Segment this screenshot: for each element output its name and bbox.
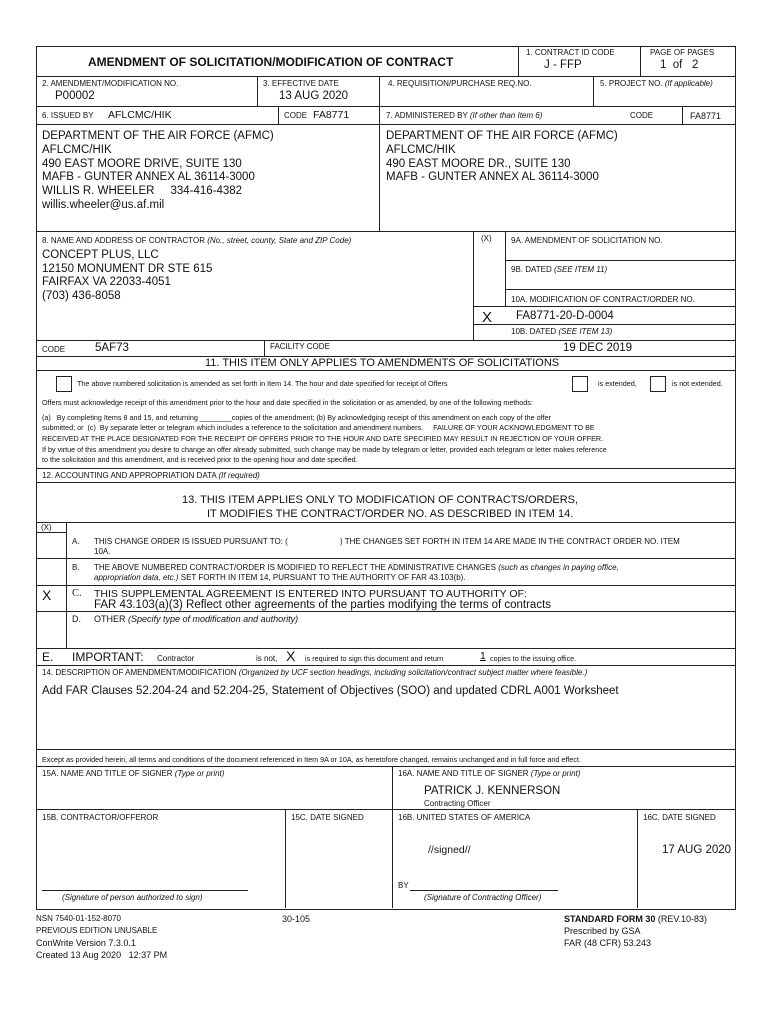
rule [278,106,279,124]
address-line: willis.wheeler@us.af.mil [42,198,165,211]
administered-by-label: 7. ADMINISTERED BY (If other than Item 6) [386,111,543,120]
footer-previous-edition: PREVIOUS EDITION UNUSABLE [36,926,158,935]
address-line: CONCEPT PLUS, LLC [42,249,159,261]
extended-checkbox[interactable] [572,376,588,392]
rule [518,46,519,76]
amendment-solicitation-label: 9A. AMENDMENT OF SOLICITATION NO. [511,236,663,245]
item13-c-text: THIS SUPPLEMENTAL AGREEMENT IS ENTERED INTO PURSUANT TO AUTHORITY OF: [94,588,527,600]
footer-far: FAR (48 CFR) 53.243 [564,938,652,948]
rule [637,809,638,908]
address-line: DEPARTMENT OF THE AIR FORCE (AFMC) [42,130,274,142]
item13-subtitle: IT MODIFIES THE CONTRACT/ORDER NO. AS DESCRIBED IN ITEM 14. [207,508,574,520]
item-e-required: is required to sign this document and return [305,654,444,663]
rule [473,231,474,340]
except-clause: Except as provided herein, all terms and conditions of the document referenced in Item 9A or 10A, as heretofore changed, remains unchanged and in full force and effect. [42,755,581,764]
address-line: 490 EAST MOORE DR., SUITE 130 [386,157,571,170]
item11-line: RECEIVED AT THE PLACE DESIGNATED FOR THE RECEIPT OF OFFERS PRIOR TO THE HOUR AND DATE SPECIFIED MAY RESULT IN REJECTION OF YOUR OFFER. [42,434,604,443]
contractor-offeror-label: 15B. CONTRACTOR/OFFEROR [42,813,159,822]
rule [36,106,735,107]
dated-10b-value: 19 DEC 2019 [563,342,633,354]
date-signed-16c-label: 16C. DATE SIGNED [643,813,716,822]
x-column-label: (X) [481,234,492,243]
item-e-copies: 1 [480,650,486,662]
item13-c-mark: X [42,587,52,603]
rule [36,611,735,612]
item13-c-authority: FAR 43.103(a)(3) Reflect other agreements of the parties modifying the terms of contracts [94,599,552,611]
requisition-label: 4. REQUISITION/PURCHASE REQ.NO. [388,79,532,88]
page-of-pages-value: 1 of 2 [660,59,699,71]
address-line: AFLCMC/HIK [42,143,112,156]
issued-by-address [42,130,274,213]
item13-d-letter: D. [72,614,81,624]
item13-a-text: THIS CHANGE ORDER IS ISSUED PURSUANT TO: ( [94,537,288,546]
amendment-no-value: P00002 [55,90,95,102]
modification-contract-value: FA8771-20-D-0004 [516,310,614,322]
administered-by-code: FA8771 [690,111,722,121]
page-of-pages-label: PAGE OF PAGES [650,48,715,57]
rule [36,558,735,559]
address-line: DEPARTMENT OF THE AIR FORCE (AFMC) [386,130,618,142]
item11-line: submitted; or (c) By separate letter or telegram which includes a reference to the solicitation and amendment numbers. FAILURE OF YOUR ACKNOWLEDGMENT TO BE [42,423,595,432]
item13-a-text: 10A. [94,547,111,556]
rule [264,340,265,356]
contract-id-code-value: J - FFP [544,59,582,71]
rule [593,76,594,106]
item13-b-text: appropriation data, etc.) SET FORTH IN ITEM 14, PURSUANT TO THE AUTHORITY OF FAR 43.103(b). [94,573,466,582]
item11-line: The above numbered solicitation is amended as set forth in Item 14. The hour and date specified for receipt of Offers [77,379,448,388]
footer-created: Created 13 Aug 2020 12:37 PM [36,950,168,960]
rule [473,306,735,307]
rule [36,76,735,77]
rule [66,522,67,648]
administered-by-code-label: CODE [630,111,654,120]
rule [36,585,735,586]
project-no-label: 5. PROJECT NO. (If applicable) [600,79,713,88]
rule [505,260,735,261]
address-line: AFLCMC/HIK [386,143,456,156]
item11-not-extended-label: is not extended. [672,379,723,388]
item11-extended-label: is extended, [598,379,637,388]
footer-conwrite: ConWrite Version 7.3.0.1 [36,938,136,948]
checkbox[interactable] [56,376,72,392]
rule [257,76,258,106]
signer-16a-label: 16A. NAME AND TITLE OF SIGNER (Type or print) [398,769,581,778]
modification-contract-mark: X [482,309,493,326]
item13-b-text: THE ABOVE NUMBERED CONTRACT/ORDER IS MODIFIED TO REFLECT THE ADMINISTRATIVE CHANGES (such as changes in paying office, [94,563,619,572]
rule [36,482,735,483]
item11-title: 11. THIS ITEM ONLY APPLIES TO AMENDMENTS OF SOLICITATIONS [205,357,560,369]
item11-line: to the solicitation and this amendment, and is received prior to the opening hour and date specified. [42,455,358,464]
item-e-contractor: Contractor [157,654,195,663]
usa-16b-label: 16B. UNITED STATES OF AMERICA [398,813,531,822]
by-label: BY [398,881,409,890]
rule [640,46,641,76]
contractor-address [42,249,212,303]
address-line: (703) 436-8058 [42,289,121,302]
contractor-code-label: CODE [42,345,66,354]
rule [36,809,735,810]
footer-nsn: NSN 7540-01-152-8070 [36,914,121,923]
footer-standard-form: STANDARD FORM 30 (REV.10-83) [564,914,708,924]
signature-16b: //signed// [428,844,471,856]
effective-date-label: 3. EFFECTIVE DATE [263,79,339,88]
item-e-copies-tail: copies to the issuing office. [490,654,577,663]
address-line: 12150 MONUMENT DR STE 615 [42,262,213,275]
signature-line [42,890,248,891]
rule [36,532,66,533]
rule [36,468,735,469]
item11-line: Offers must acknowledge receipt of this amendment prior to the hour and date specified in the solicitation or as amended, by one of the following methods: [42,398,533,407]
footer-form-number: 30-105 [282,914,311,924]
rule [36,340,735,341]
rule [36,766,735,767]
contract-id-code-label: 1. CONTRACT ID CODE [526,48,615,57]
item13-c-letter: C. [72,588,82,599]
rule [392,766,393,908]
item13-b-letter: B. [72,563,80,572]
rule [285,809,286,908]
signer-16a-title: Contracting Officer [424,799,491,808]
date-signed-15c-label: 15C. DATE SIGNED [291,813,364,822]
address-line: WILLIS R. WHEELER 334-416-4382 [42,185,243,198]
item11-line: If by virtue of this amendment you desire to change an offer already submitted, such change may be made by telegram or letter, provided each telegram or letter makes reference [42,445,607,454]
signature-16-caption: (Signature of Contracting Officer) [424,893,542,902]
issued-by-code-label: CODE [284,111,308,120]
item-e-important: IMPORTANT: [72,650,144,664]
rule [379,76,380,231]
rule [36,648,735,649]
amendment-no-label: 2. AMENDMENT/MODIFICATION NO. [42,79,179,88]
footer-prescribed: Prescribed by GSA [564,926,641,936]
signer-16a-name: PATRICK J. KENNERSON [424,785,561,797]
dated-10b-label: 10B. DATED (SEE ITEM 13) [511,327,613,336]
signer-15a-label: 15A. NAME AND TITLE OF SIGNER (Type or print) [42,769,225,778]
not-extended-checkbox[interactable] [650,376,666,392]
modification-contract-label: 10A. MODIFICATION OF CONTRACT/ORDER NO. [511,295,695,304]
issued-by-label: 6. ISSUED BY [42,111,94,120]
issued-by-code: FA8771 [313,109,350,121]
item-e-is-not: is not, [256,654,278,663]
item-e-letter: E. [42,650,54,664]
signature-line [410,890,558,891]
item13-a-letter: A. [72,537,80,546]
rule [473,324,735,325]
item13-x-label: (X) [41,523,52,532]
item-e-mark: X [286,648,296,664]
rule [505,231,506,306]
contractor-label: 8. NAME AND ADDRESS OF CONTRACTOR (No., street, county, State and ZIP Code) [42,236,352,245]
accounting-data-label: 12. ACCOUNTING AND APPROPRIATION DATA (If required) [42,471,260,480]
issued-by-value: AFLCMC/HIK [108,109,172,121]
rule [682,106,683,124]
address-line: FAIRFAX VA 22033-4051 [42,276,171,288]
address-line: MAFB - GUNTER ANNEX AL 36114-3000 [386,171,599,184]
rule [505,289,735,290]
form-title: AMENDMENT OF SOLICITATION/MODIFICATION OF CONTRACT [88,55,454,69]
description-label: 14. DESCRIPTION OF AMENDMENT/MODIFICATION (Organized by UCF section headings, including solicitation/contract subject matter where feasible.) [42,668,588,677]
item11-line: (a) By completing Items 8 and 15, and returning ________copies of the amendment; (b) By acknowledging receipt of this amendment on each copy of the offer [42,413,551,422]
description-value: Add FAR Clauses 52.204-24 and 52.204-25, Statement of Objectives (SOO) and updated CDRL A001 Worksheet [42,685,619,697]
item13-d-text: OTHER (Specify type of modification and authority) [94,614,299,624]
contractor-code: 5AF73 [95,342,129,354]
date-signed-16c-value: 17 AUG 2020 [662,844,732,856]
rule [36,124,735,125]
signature-15-caption: (Signature of person authorized to sign) [62,893,203,902]
effective-date-value: 13 AUG 2020 [279,90,349,102]
rule [36,749,735,750]
rule [36,370,735,371]
rule [36,665,735,666]
rule [36,522,735,523]
address-line: 490 EAST MOORE DRIVE, SUITE 130 [42,157,242,170]
item13-title: 13. THIS ITEM APPLIES ONLY TO MODIFICATION OF CONTRACTS/ORDERS, [182,494,579,506]
dated-9b-label: 9B. DATED (SEE ITEM 11) [511,265,608,274]
rule [36,231,735,232]
address-line: MAFB - GUNTER ANNEX AL 36114-3000 [42,171,255,184]
facility-code-label: FACILITY CODE [270,342,330,351]
administered-by-address [386,130,618,185]
item13-a-text: ) THE CHANGES SET FORTH IN ITEM 14 ARE MADE IN THE CONTRACT ORDER NO. ITEM [340,537,680,546]
